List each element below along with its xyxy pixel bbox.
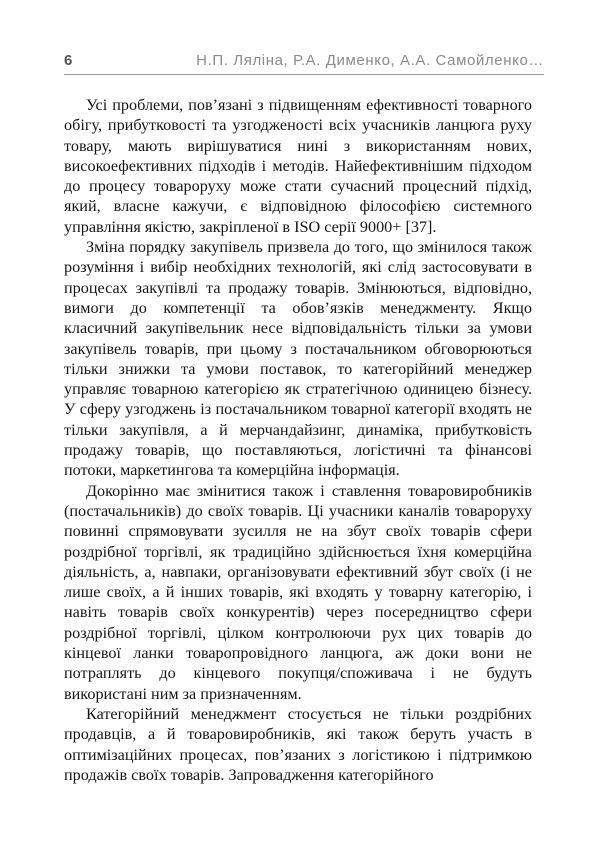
running-header bbox=[64, 46, 544, 76]
paragraph: Усі проблеми, пов’язані з підвищенням ефективності товарного обігу, прибутковості та узгодженості всіх учасників ланцюга руху товару, мають вирішуватися нині з використанням нових, високоефективних підходів і методів. Найефективнішим підходом до процесу товароруху може стати сучасний процесний підхід, який, власне кажучи, є відповідною філософією системного управління якістю, закріпленої в ISO серії 9000+ [37]. bbox=[64, 96, 532, 236]
page-number: 6 bbox=[64, 52, 73, 69]
paragraph: Категорійний менеджмент стосується не тільки роздрібних продавців, а й товаровиробників, які також беруть участь в оптимізаційних процесах, пов’язаних з логістикою і підтримкою продажів своїх товарів. Запровадження категорійного bbox=[64, 704, 532, 784]
paragraph: Докорінно має змінитися також і ставлення товаровиробників (постачальників) до своїх товарів. Ці учасники каналів товароруху повинні спрямовувати зусилля не на збут своїх товарів сфери роздрібної торгівлі, як традиційно здійснюється їхня комерційна діяльність, а, навпаки, організовувати ефективний збут своїх (і не лише своїх, а й інших товарів, які входять у товарну категорію, і навіть товарів своїх конкурентів) через посередництво сфери роздрібної торгівлі, цілком контролюючи рух цих товарів до кінцевої ланки товаропровідного ланцюга, аж доки вони не потраплять до кінцевого покупця/споживача і не будуть використані ним за призначенням. bbox=[64, 481, 532, 703]
paragraph: Зміна порядку закупівель призвела до того, що змінилося також розуміння і вибір необхідних технологій, які слід застосовувати в процесах закупівлі та продажу товарів. Змінюються, відповідно, вимоги до компетенції та обов’язків менеджменту. Якщо класичний закупівельник несе відповідальність тільки за умови закупівель товарів, при цьому з постачальником обговорюються тільки знижки та умови поставок, то категорійний менеджер управляє товарною категорією як стратегічною одиницею бізнесу. У сферу узгоджень із постачальником товарної категорії входять не тільки закупівля, а й мерчандайзинг, динаміка, прибутковість продажу товарів, що поставляються, логістичні та фінансові потоки, маркетингова та комерційна інформація. bbox=[64, 238, 532, 480]
author-line: Н.П. Ляліна, Р.А. Дименко, А.А. Самойленко… bbox=[196, 52, 544, 69]
header-rule bbox=[64, 74, 544, 75]
body-text bbox=[64, 95, 532, 785]
